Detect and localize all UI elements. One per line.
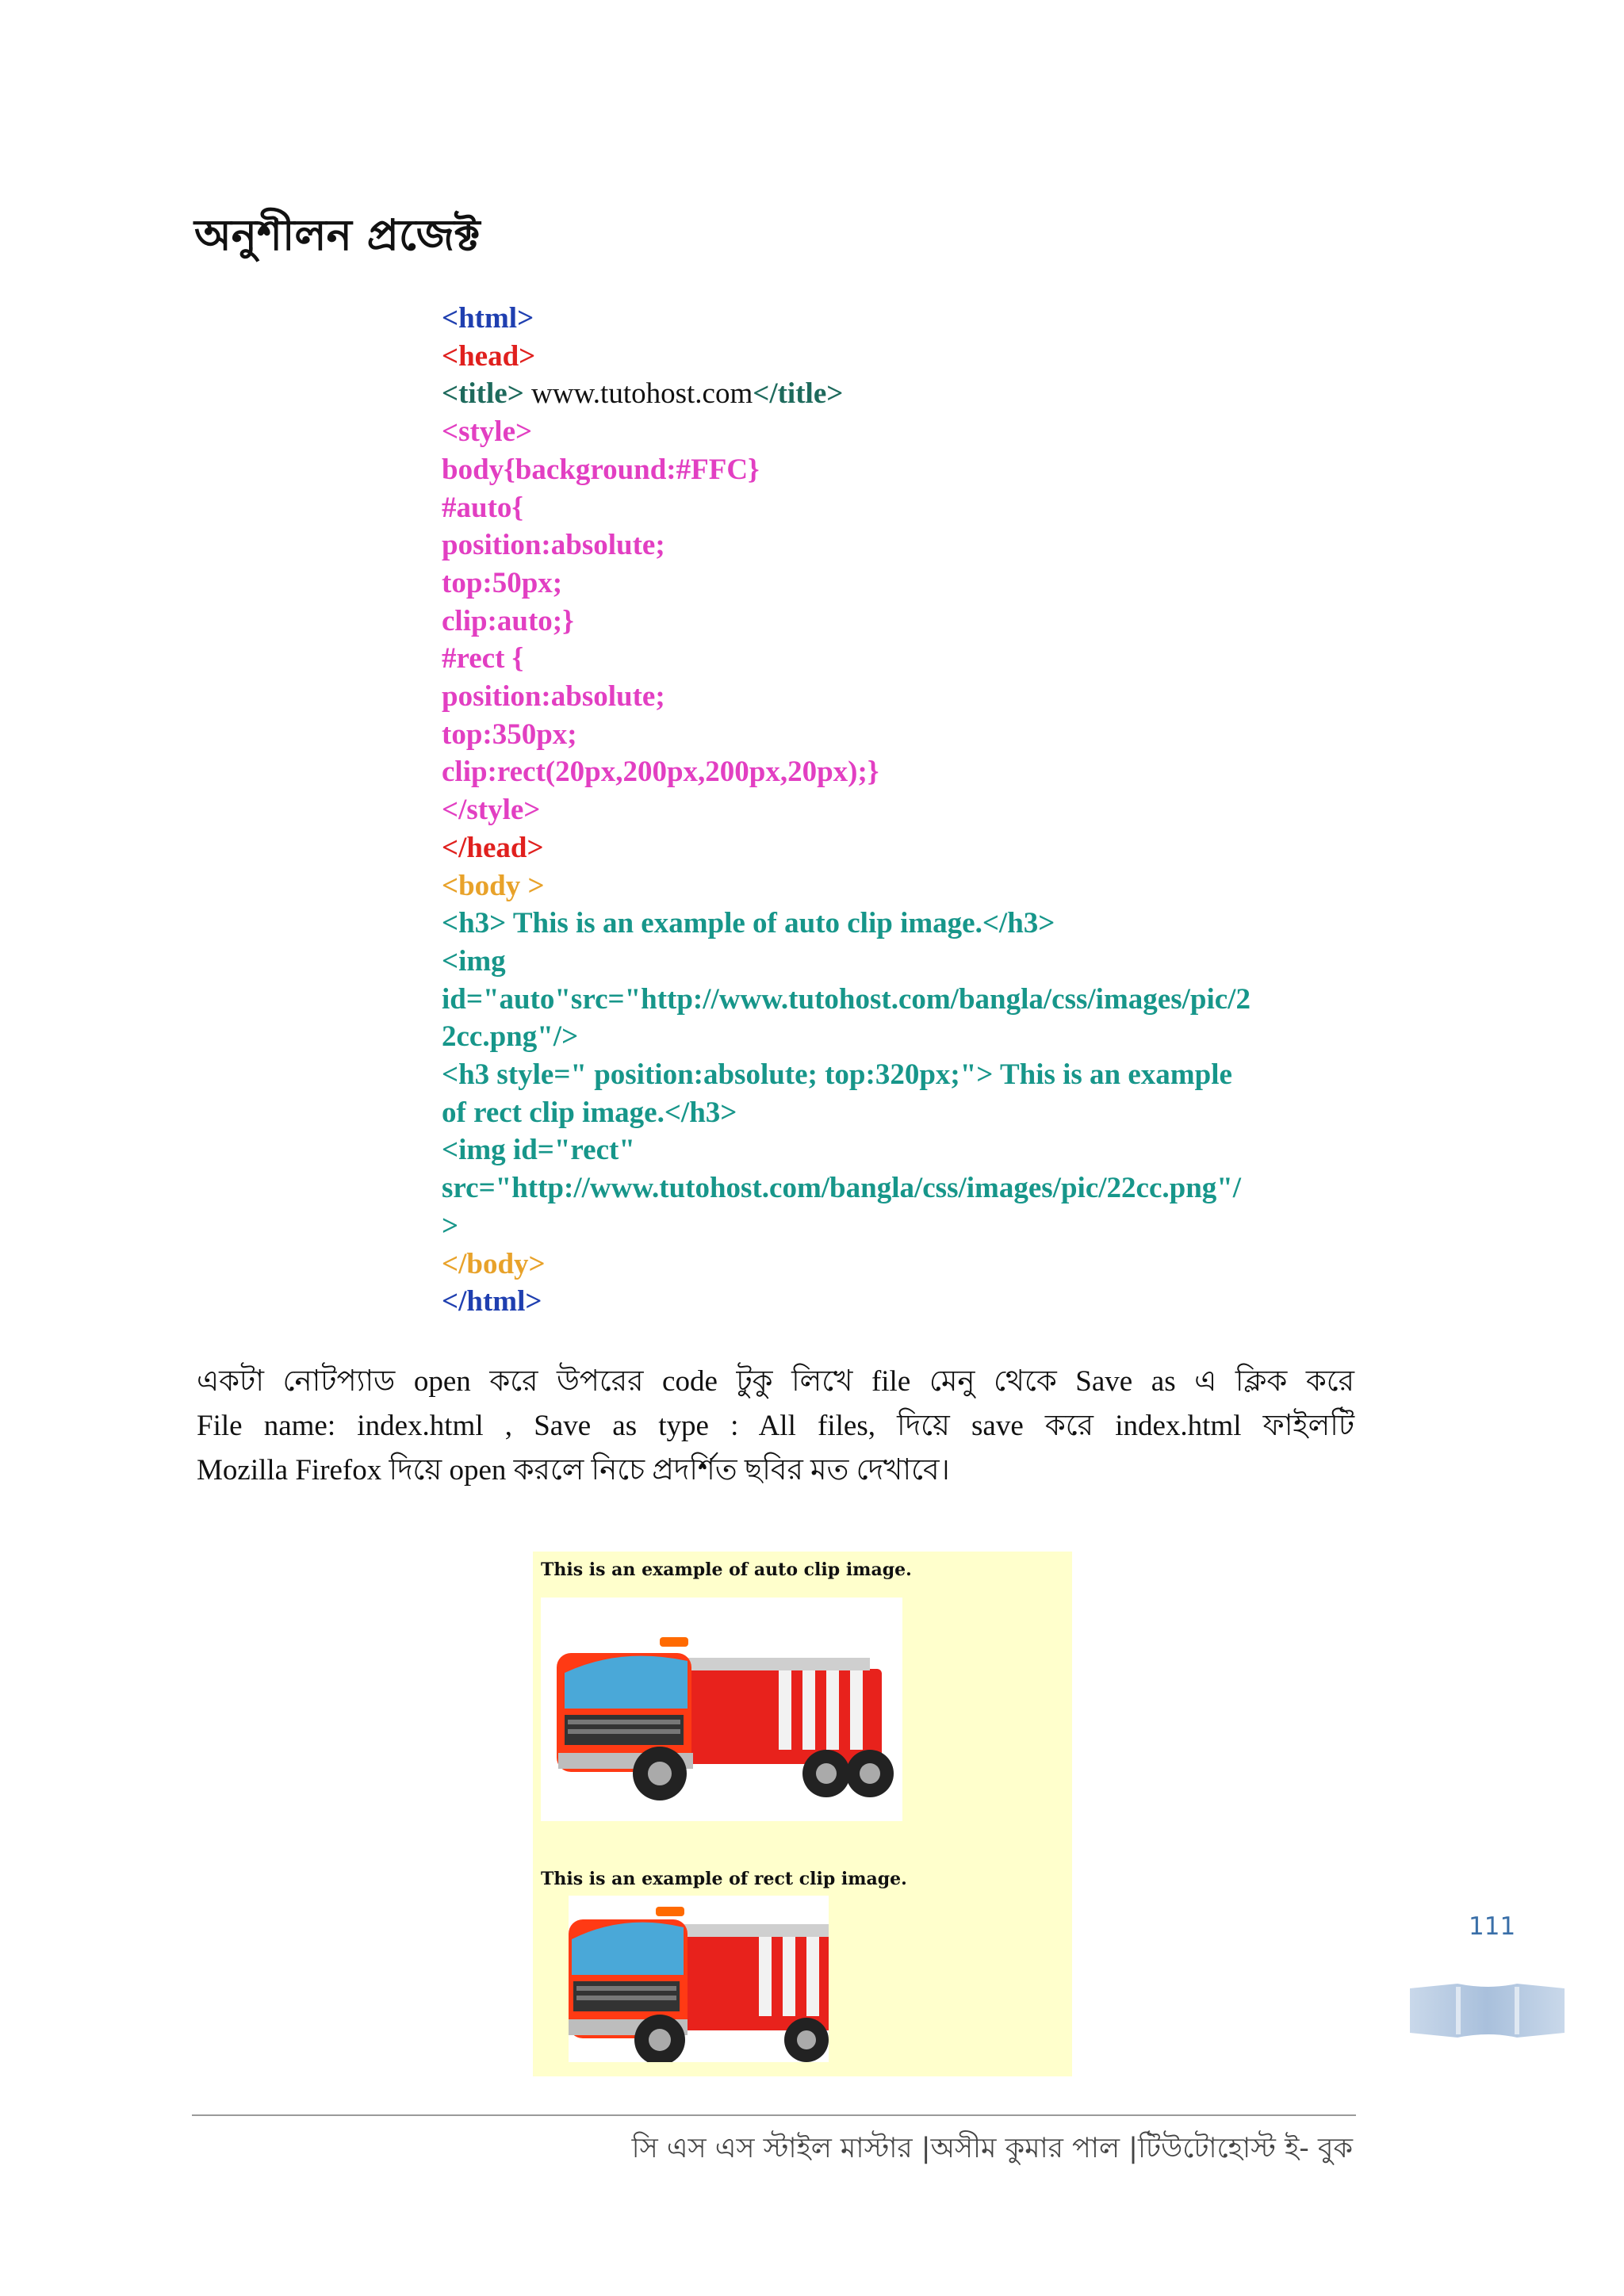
code-token: top:350px; bbox=[442, 718, 577, 751]
code-line bbox=[442, 716, 1354, 754]
code-token: top:50px; bbox=[442, 566, 563, 599]
code-line bbox=[442, 867, 1354, 905]
code-line bbox=[442, 526, 1354, 564]
code-token: body{background:#FFC} bbox=[442, 453, 760, 486]
code-line bbox=[442, 678, 1354, 716]
code-line bbox=[442, 1207, 1354, 1246]
code-line bbox=[442, 1283, 1354, 1321]
code-token: of rect clip image.</h3> bbox=[442, 1096, 737, 1129]
code-token: position:absolute; bbox=[442, 529, 665, 562]
instruction-paragraph bbox=[197, 1360, 1354, 1493]
browser-output-screenshot bbox=[533, 1552, 1072, 2076]
code-line bbox=[442, 943, 1354, 981]
code-line bbox=[442, 829, 1354, 867]
code-line bbox=[442, 753, 1354, 791]
code-token: </html> bbox=[442, 1285, 542, 1318]
footer-rule bbox=[192, 2114, 1356, 2116]
code-token: id="auto"src="http://www.tutohost.com/bangla/css/images/pic/2 bbox=[442, 982, 1251, 1016]
code-line bbox=[442, 640, 1354, 678]
code-token: <html> bbox=[442, 302, 534, 335]
code-token: > bbox=[442, 1209, 459, 1242]
code-line bbox=[442, 413, 1354, 451]
fire-truck-image-rect bbox=[569, 1896, 829, 2062]
code-line bbox=[442, 1169, 1354, 1207]
code-plain-text: www.tutohost.com bbox=[523, 377, 753, 411]
code-line bbox=[442, 338, 1354, 376]
code-token: </body> bbox=[442, 1247, 546, 1280]
code-token: <h3> This is an example of auto clip image.</h3> bbox=[442, 907, 1055, 940]
code-line bbox=[442, 1094, 1354, 1132]
fire-truck-icon bbox=[569, 1896, 829, 2062]
code-line bbox=[442, 451, 1354, 489]
code-token: </head> bbox=[442, 831, 544, 864]
code-token: </title> bbox=[753, 377, 844, 411]
code-line bbox=[442, 1018, 1354, 1056]
code-token: <h3 style=" position:absolute; top:320px;"> This is an example bbox=[442, 1058, 1232, 1092]
code-line bbox=[442, 1131, 1354, 1169]
code-token: src="http://www.tutohost.com/bangla/css/images/pic/22cc.png"/ bbox=[442, 1172, 1242, 1205]
code-token: </style> bbox=[442, 794, 541, 827]
code-token: clip:auto;} bbox=[442, 604, 574, 637]
paragraph-line-2: File name: index.html , Save as type : All files, দিয়ে save করে index.html ফাইলটি bbox=[197, 1410, 1354, 1442]
caption-rect-clip: This is an example of rect clip image. bbox=[541, 1869, 907, 1889]
code-token: #rect { bbox=[442, 642, 524, 675]
caption-auto-clip: This is an example of auto clip image. bbox=[541, 1559, 912, 1580]
page-footer: সি এস এস স্টাইল মাস্টার |অসীম কুমার পাল |টিউটোহোস্ট ই- বুক bbox=[631, 2133, 1353, 2164]
code-line bbox=[442, 981, 1354, 1019]
code-listing bbox=[442, 300, 1354, 1321]
code-line bbox=[442, 564, 1354, 603]
code-token: <img bbox=[442, 944, 506, 978]
code-token: <body > bbox=[442, 869, 545, 902]
paragraph-line-3: Mozilla Firefox দিয়ে open করলে নিচে প্রদর্শিত ছবির মত দেখাবে। bbox=[197, 1454, 950, 1487]
page-ribbon-decoration bbox=[1410, 1982, 1565, 2039]
code-line bbox=[442, 300, 1354, 338]
code-token: clip:rect(20px,200px,200px,20px);} bbox=[442, 756, 879, 789]
code-token: <style> bbox=[442, 415, 533, 449]
code-line bbox=[442, 375, 1354, 413]
code-token: <title> bbox=[442, 377, 524, 411]
code-token: 2cc.png"/> bbox=[442, 1020, 579, 1054]
code-token: <head> bbox=[442, 339, 536, 373]
code-line bbox=[442, 791, 1354, 829]
code-line bbox=[442, 603, 1354, 641]
page-number: 111 bbox=[1469, 1912, 1516, 1941]
code-token: <img id="rect" bbox=[442, 1134, 635, 1167]
fire-truck-image-auto bbox=[541, 1598, 902, 1821]
paragraph-line-1: একটা নোটপ্যাড open করে উপরের code টুকু লিখে file মেনু থেকে Save as এ ক্লিক করে bbox=[197, 1365, 1354, 1398]
page-heading: অনুশীলন প্রজেক্ট bbox=[194, 210, 481, 260]
fire-truck-icon bbox=[541, 1598, 902, 1821]
code-token: #auto{ bbox=[442, 491, 523, 524]
code-token: position:absolute; bbox=[442, 680, 665, 714]
code-line bbox=[442, 905, 1354, 943]
code-line bbox=[442, 489, 1354, 527]
code-line bbox=[442, 1056, 1354, 1094]
code-line bbox=[442, 1246, 1354, 1284]
